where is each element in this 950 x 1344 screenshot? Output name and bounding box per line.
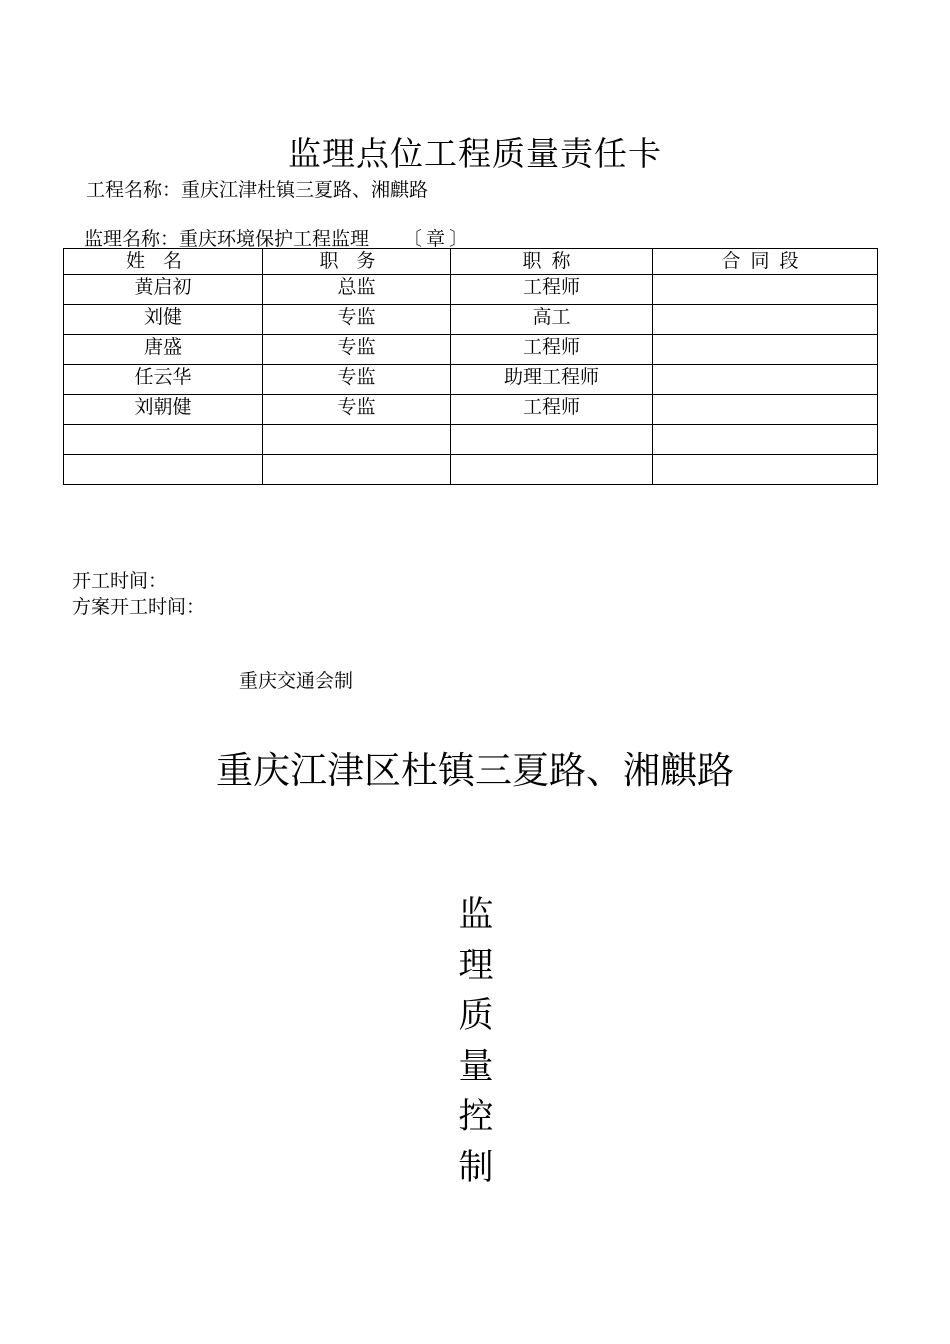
start-time-label: 开工时间：	[72, 570, 168, 592]
table-row	[64, 335, 878, 365]
cell-name: 唐盛	[64, 335, 263, 365]
table-row	[64, 275, 878, 305]
cell-name	[64, 425, 263, 455]
table-row	[64, 365, 878, 395]
cell-name: 刘朝健	[64, 395, 263, 425]
cell-title: 工程师	[451, 395, 653, 425]
vertical-title-char: 质	[458, 996, 494, 1036]
supervisor-name-value: 重庆环境保护工程监理	[179, 228, 370, 250]
vertical-title-char: 监	[458, 895, 494, 935]
cell-contract-section	[653, 425, 878, 455]
cell-position: 总监	[263, 275, 451, 305]
cell-position: 专监	[263, 305, 451, 335]
table-row	[64, 455, 878, 485]
vertical-title	[446, 890, 506, 1193]
project-name-value: 重庆江津杜镇三夏路、湘麒路	[181, 179, 429, 201]
header-name: 姓名	[64, 249, 263, 275]
header-contract-section: 合同段	[653, 249, 878, 275]
document-title: 监理点位工程质量责任卡	[288, 134, 662, 173]
header-position: 职务	[263, 249, 451, 275]
project-name-line	[86, 175, 428, 202]
cell-title: 助理工程师	[451, 365, 653, 395]
project-name-label: 工程名称：	[86, 179, 182, 201]
cell-name	[64, 455, 263, 485]
table-row	[64, 395, 878, 425]
vertical-title-char: 理	[458, 945, 494, 986]
cell-contract-section	[653, 305, 878, 335]
cell-title: 高工	[451, 305, 653, 335]
vertical-title-char: 量	[458, 1046, 494, 1087]
plan-start-time-label: 方案开工时间：	[72, 596, 206, 618]
cell-contract-section	[653, 455, 878, 485]
table-header-row	[64, 249, 878, 275]
cell-name: 黄启初	[64, 275, 263, 305]
cell-contract-section	[653, 275, 878, 305]
cell-contract-section	[653, 335, 878, 365]
vertical-title-char: 控	[458, 1097, 494, 1137]
supervisor-name-line	[84, 224, 472, 251]
staff-table	[63, 248, 878, 485]
cell-position: 专监	[263, 395, 451, 425]
cell-title	[451, 425, 653, 455]
header-title: 职称	[451, 249, 653, 275]
cell-contract-section	[653, 365, 878, 395]
cell-contract-section	[653, 395, 878, 425]
cell-name: 任云华	[64, 365, 263, 395]
cell-position	[263, 425, 451, 455]
cell-title: 工程师	[451, 275, 653, 305]
table-row	[64, 305, 878, 335]
cell-name: 刘健	[64, 305, 263, 335]
seal-placeholder: 〔章〕	[403, 228, 473, 250]
vertical-title-char: 制	[458, 1147, 494, 1188]
cell-position: 专监	[263, 365, 451, 395]
cell-title	[451, 455, 653, 485]
issuer-text: 重庆交通会制	[239, 670, 354, 692]
supervisor-name-label: 监理名称：	[84, 228, 180, 250]
cell-position	[263, 455, 451, 485]
cell-title: 工程师	[451, 335, 653, 365]
cover-title: 重庆江津区杜镇三夏路、湘麒路	[216, 749, 734, 792]
cell-position: 专监	[263, 335, 451, 365]
table-row	[64, 425, 878, 455]
